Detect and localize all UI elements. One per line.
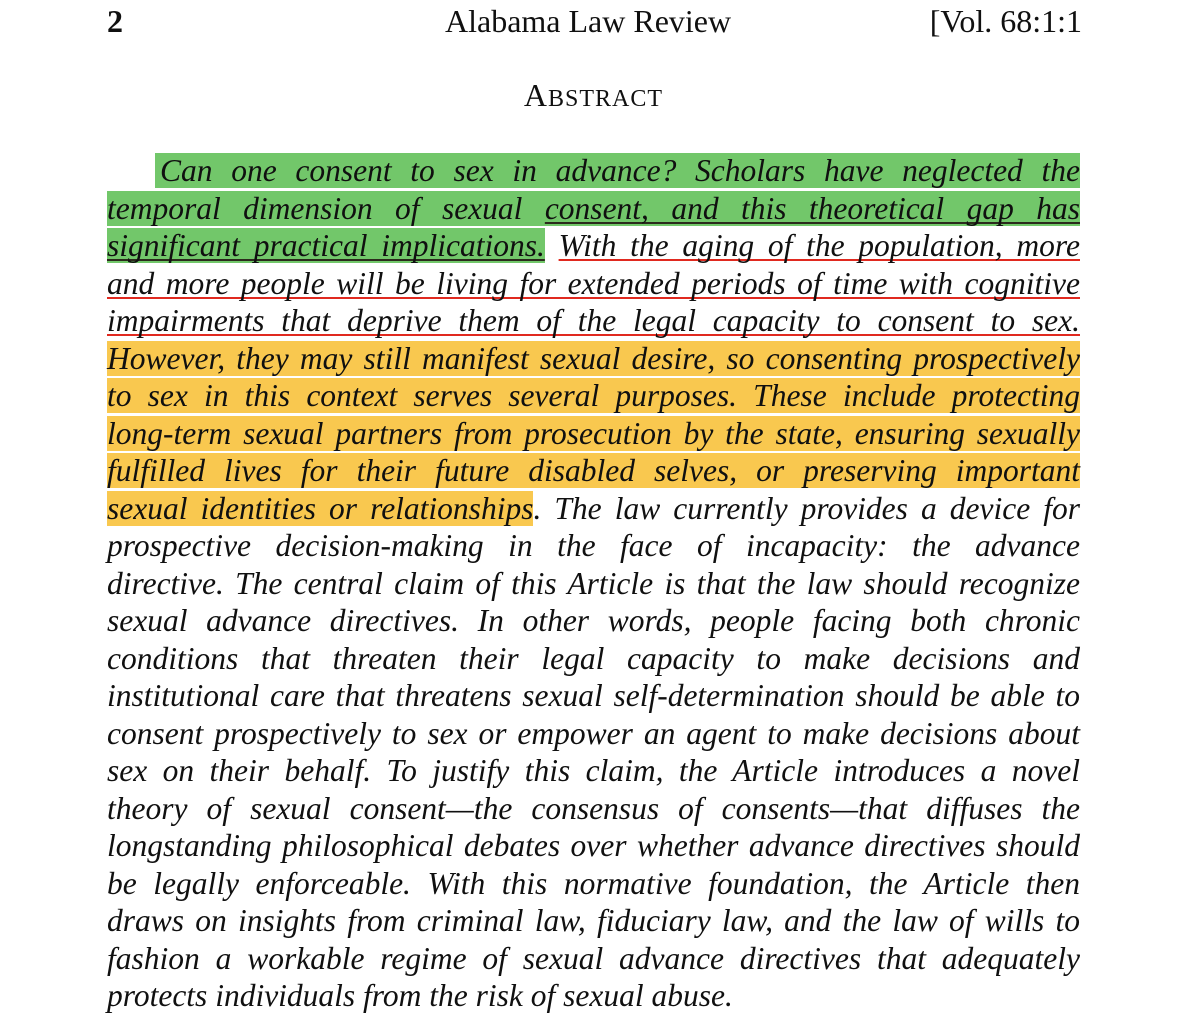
abstract-line-7 [107,377,1080,415]
page-number: 2 [107,3,123,39]
abstract-line-1 [107,152,1080,190]
underlined-text: significant practical implications. [107,228,545,263]
abstract-line-text: temporal dimension of sexual [107,190,523,226]
abstract-line-text: directive. The central claim of this Article is that the law should recognize [107,565,1080,601]
abstract-line-10 [107,490,1080,528]
abstract-line-text: institutional care that threatens sexual self-determination should be able to [107,678,1080,713]
abstract-line-13 [107,602,1080,640]
abstract-line-text: fashion a workable regime of sexual advance directives that adequately [107,940,1080,976]
abstract-line-8 [107,415,1080,453]
abstract-line-text: prospective decision-making in the face of incapacity: the advance [107,528,1080,563]
abstract-line-6 [107,340,1080,378]
abstract-line-12 [107,565,1080,603]
abstract-line-4 [107,265,1080,303]
abstract-line-11 [107,527,1080,565]
abstract-line-19 [107,827,1080,865]
abstract-line-15 [107,677,1080,715]
yellow-highlight: fulfilled lives for their future disabled selves, or preserving important [107,453,1080,488]
journal-title: Alabama Law Review [445,3,732,39]
abstract-line-5 [107,302,1080,340]
abstract-line-text: be legally enforceable. With this normative foundation, the Article then [107,865,1080,901]
underlined-text: With the aging of the population, more [558,228,1080,263]
underlined-text: and more people will be living for extended periods of time with cognitive [107,265,1080,301]
abstract-line-text: sexual advance directives. In other words, people facing both chronic [107,603,1080,638]
yellow-highlight: sexual identities or relationships [107,490,534,526]
abstract-line-2 [107,190,1080,228]
abstract-line-17 [107,752,1080,790]
abstract-line-text: draws on insights from criminal law, fiduciary law, and the law of wills to [107,903,1080,938]
abstract-line-text: protects individuals from the risk of sexual abuse. [107,978,733,1013]
abstract-line-text: Can one consent to sex in advance? Scholars have neglected the [160,153,1080,188]
abstract-line-text: longstanding philosophical debates over whether advance directives should [107,828,1080,863]
abstract-line-9 [107,452,1080,490]
abstract-body [107,152,1080,1015]
yellow-highlight: long-term sexual partners from prosecution by the state, ensuring sexually [107,415,1080,451]
running-head [0,3,1200,40]
abstract-heading: ABSTRACT [523,77,664,113]
abstract-line-text: conditions that threaten their legal capacity to make decisions and [107,640,1080,676]
underlined-text: consent, and this theoretical gap has [544,190,1080,226]
abstract-line-20 [107,865,1080,903]
abstract-line-23 [107,977,1080,1015]
abstract-line-14 [107,640,1080,678]
abstract-line-18 [107,790,1080,828]
green-highlight [107,191,1080,226]
green-highlight [155,153,1080,188]
abstract-line-16 [107,715,1080,753]
abstract-line-text: . The law currently provides a device for [533,490,1080,526]
abstract-line-text: sex on their behalf. To justify this claim, the Article introduces a novel [107,753,1080,788]
green-highlight [107,228,545,263]
volume-citation: [Vol. 68:1:1 [929,3,1082,39]
yellow-highlight: to sex in this context serves several purposes. These include protecting [107,378,1080,413]
abstract-line-text: theory of sexual consent—the consensus of consents—that diffuses the [107,790,1080,826]
abstract-line-3 [107,227,1080,265]
yellow-highlight: However, they may still manifest sexual desire, so consenting prospectively [107,340,1080,376]
abstract-line-22 [107,940,1080,978]
underlined-text: impairments that deprive them of the legal capacity to consent to sex. [107,303,1080,338]
abstract-line-21 [107,902,1080,940]
abstract-line-text: consent prospectively to sex or empower an agent to make decisions about [107,715,1080,751]
